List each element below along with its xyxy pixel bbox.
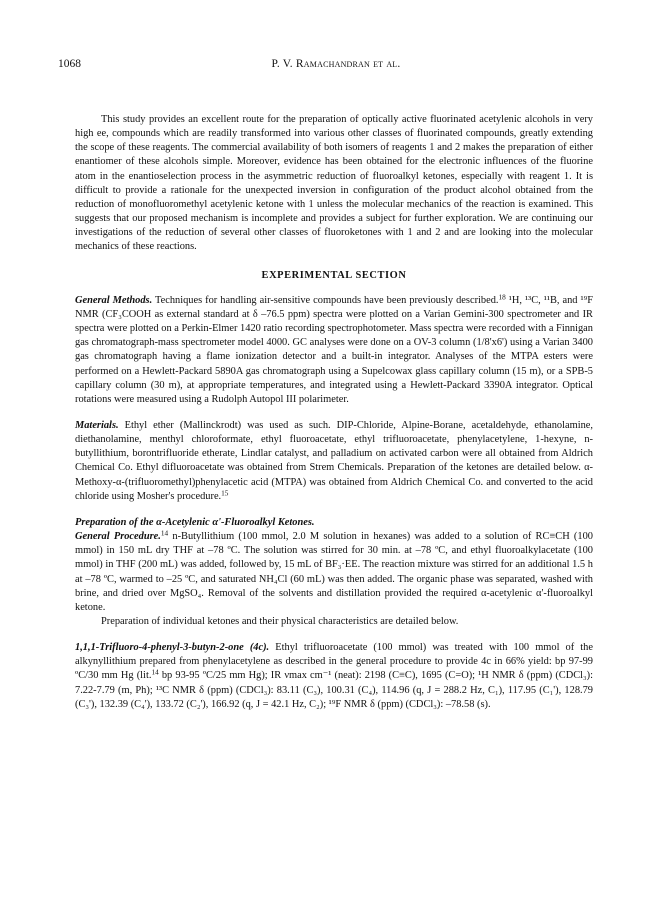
- compound-4c-text-a: Ethyl trifluoroacetate (100 mmol) was treated with 100 mmol of the alkynyllithium prepared from phenylacetylene as described in the general procedure to provide 4c in 66% yield: bp 97-99 ºC/30 mm Hg (lit.: [75, 642, 593, 682]
- general-procedure-text: n-Butyllithium (100 mmol, 2.0 M solution in hexanes) was added to a solution of RC≡CH (100 mmol) in 150 mL dry THF at –78 ºC. The solution was stirred for 30 min. at –78 ºC, and ethyl fluoroalkylacetate (100 mmol) in THF (200 mL) was added, followed by, 15 mL of BF₃·EE. The reaction mixture was stirred for an additional 1.5 h at –78 ºC, warmed to –25 ºC, and saturated NH₄Cl (60 mL) was then added. The organic phase was separated, washed with brine, and dried over MgSO₄. Removal of the solvents and distillation provided the required α-acetylenic α'-fluoroalkyl ketone.: [75, 531, 593, 613]
- general-procedure-paragraph: [75, 530, 593, 615]
- general-methods-paragraph: [75, 294, 593, 407]
- section-title: EXPERIMENTAL SECTION: [261, 269, 407, 281]
- compound-4c-label: 1,1,1-Trifluoro-4-phenyl-3-butyn-2-one (4c).: [75, 642, 270, 654]
- materials-ref: 15: [221, 489, 229, 498]
- general-procedure-label: General Procedure.: [75, 531, 161, 543]
- compound-4c-ref: 14: [151, 669, 159, 678]
- page-number: 1068: [58, 58, 81, 70]
- materials-text: Ethyl ether (Mallinckrodt) was used as such. DIP-Chloride, Alpine-Borane, acetaldehyde, ethanolamine, diethanolamine, menthyl chloroformate, ethyl fluoroacetate, ethyl trifluoroacetate, phenylacetylene, 1-hexyne, n-butyllithium, borontrifluoride etherate, Lindlar catalyst, and palladium on activated carbon were all obtained from Aldrich Chemical Co. Ethyl difluoroacetate was obtained from Strem Chemicals. Preparation of the ketones are detailed below. α-Methoxy-α-(trifluoromethyl)phenylacetic acid (MTPA) was obtained from Aldrich Chemical Co. and converted to the acid chloride using Mosher's procedure.: [75, 419, 593, 502]
- general-procedure-ref: 14: [160, 529, 169, 538]
- compound-4c-text-b: bp 93-95 ºC/25 mm Hg); IR νmax cm⁻¹ (neat): 2198 (C≡C), 1695 (C=O); ¹H NMR δ (ppm) (CDCl₃): 7.22-7.79 (m, Ph); ¹³C NMR δ (ppm) (CDCl₃): 83.11 (C₃), 100.31 (C₄), 114.96 (q, J = 288.2 Hz, C₁), 117.95 (C₁'), 128.79 (C₃'), 132.39 (C₄'), 133.72 (C₂'), 166.92 (q, J = 42.1 Hz, C₂); ¹⁹F NMR δ (ppm) (CDCl₃): –78.58 (s).: [75, 670, 593, 710]
- general-methods-text-b: ¹H, ¹³C, ¹¹B, and ¹⁹F NMR (CF₃COOH as external standard at δ –76.5 ppm) spectra were plotted on a Varian Gemini-300 spectrometer and IR spectra were plotted on a Perkin-Elmer 1420 ratio recording spectrophotometer. Mass spectra were recorded with a Finnigan gas chromatograph-mass spectrometer model 4000. GC analyses were done on a OV-3 column (1/8'x6') using a Varian 3400 gas chromatograph having a flame ionization detector and a built-in integrator. Analyses of the MTPA esters were performed on a Hewlett-Packard 5890A gas chromatograph using a Supelcowax glass capillary column (15 m), or a SPB-5 capillary column (30 m), at appropriate temperatures, and integrated using a Hewlett-Packard 3390A integrator. Optical rotations were measured using a Rudolph Autopol III polarimeter.: [75, 294, 593, 405]
- materials-paragraph: [75, 419, 593, 504]
- general-methods-text-a: Techniques for handling air-sensitive compounds have been previously described.: [154, 294, 499, 306]
- preparation-heading: Preparation of the α-Acetylenic α'-Fluoroalkyl Ketones.: [75, 516, 315, 528]
- compound-4c-paragraph: [75, 641, 593, 712]
- page-header: [58, 56, 614, 72]
- article-body: [75, 113, 593, 712]
- materials-label: Materials.: [75, 419, 119, 431]
- running-head: P. V. Ramachandran et al.: [271, 58, 401, 70]
- general-methods-ref: 18: [498, 293, 506, 302]
- general-methods-label: General Methods.: [75, 294, 153, 306]
- intro-paragraph: This study provides an excellent route for the preparation of optically active fluorinated acetylenic alcohols in very high ee, compounds which are readily transformed into various other classes of fluorinated compounds, greatly extending the scope of these reagents. The commercial availability of both isomers of reagents 1 and 2 makes the preparation of either enantiomer of these alcohols simple. Moreover, evidence has been obtained for the electronic influences of the fluorine atom in the enantioselection process in the asymmetric reduction of fluoroalkyl ketones, especially with reagent 1. It is difficult to provide a rationale for the unexpected inversion in configuration of the product alcohol obtained from the reduction of monofluoromethyl acetylenic ketone with 1 unless the molecular mechanics of the reaction is examined. This suggests that our proposed mechanism is incomplete and provides a subject for further exploration. We are continuing our investigations of the reduction of several other classes of fluoroketones with 1 and 2 and are looking into the molecular mechanics of these reactions.: [75, 114, 593, 253]
- individual-ketones-note: Preparation of individual ketones and their physical characteristics are detailed below.: [101, 616, 459, 627]
